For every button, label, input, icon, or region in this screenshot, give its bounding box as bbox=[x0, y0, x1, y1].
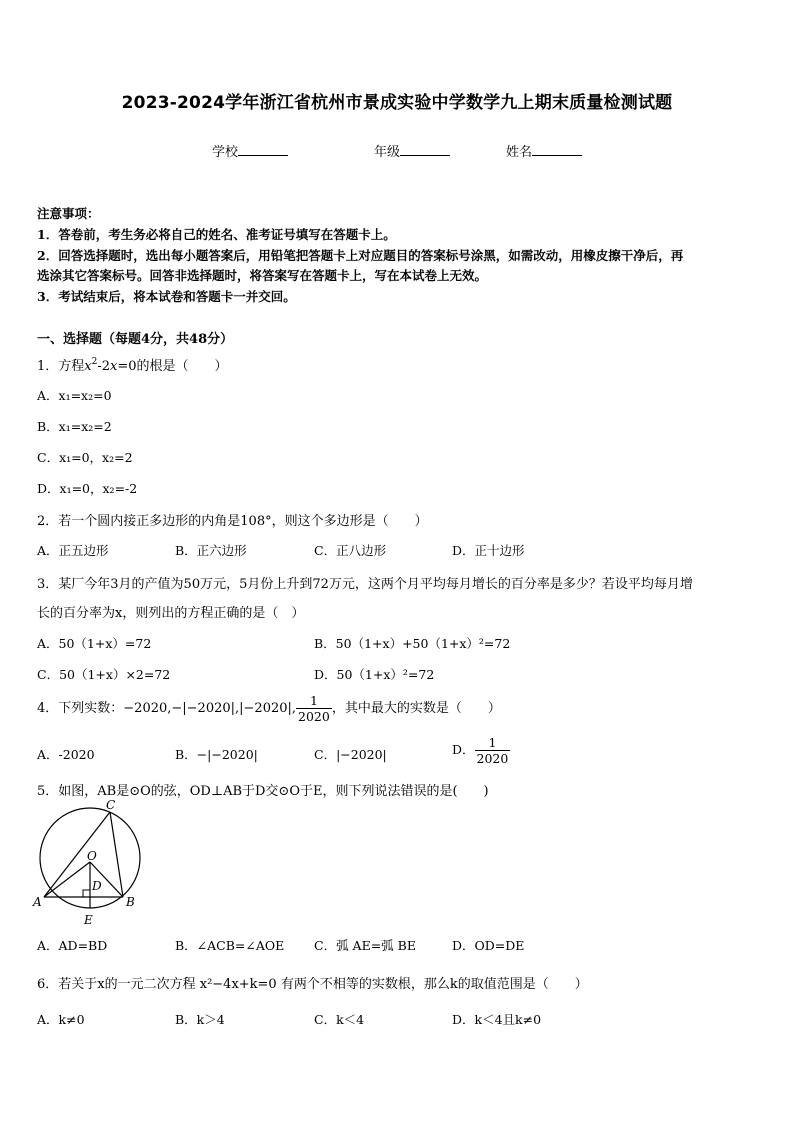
q4-option-d bbox=[452, 735, 510, 766]
label-a: A bbox=[33, 895, 42, 909]
q1-minus: -2 bbox=[97, 359, 111, 374]
grade-field bbox=[374, 141, 450, 160]
q1-stem bbox=[37, 355, 228, 374]
q5-option-c: C．弧 AE=弧 BE bbox=[314, 938, 416, 953]
name-blank bbox=[532, 143, 582, 156]
notes-heading: 注意事项： bbox=[37, 206, 100, 221]
q4-list: −2020,−|−2020|,|−2020|, bbox=[123, 701, 297, 716]
q2-option-d: D．正十边形 bbox=[452, 543, 525, 558]
circle-figure bbox=[30, 798, 150, 933]
q4-d-fraction bbox=[475, 735, 511, 766]
q3-option-a: A．50（1+x）=72 bbox=[37, 636, 152, 651]
q3-option-d: D．50（1+x）²=72 bbox=[314, 667, 435, 682]
q3-option-b: B．50（1+x）+50（1+x）²=72 bbox=[314, 636, 511, 651]
q1-post: =0的根是（ ） bbox=[117, 359, 228, 374]
q3-option-c: C．50（1+x）×2=72 bbox=[37, 667, 171, 682]
q4-d-den: 2020 bbox=[476, 751, 509, 766]
q6-option-c: C．k＜4 bbox=[314, 1012, 365, 1027]
q4-post: ，其中最大的实数是（ ） bbox=[331, 701, 501, 716]
note-1: 1．答卷前，考生务必将自己的姓名、准考证号填写在答题卡上。 bbox=[37, 227, 396, 242]
q4-stem bbox=[37, 693, 501, 724]
q4-option-b: B．−|−2020| bbox=[175, 747, 258, 762]
school-blank bbox=[238, 143, 288, 156]
section-heading: 一、选择题（每题4分，共48分） bbox=[37, 332, 234, 347]
q4-frac-den: 2020 bbox=[298, 709, 330, 724]
school-field bbox=[212, 141, 288, 160]
name-field bbox=[506, 141, 582, 160]
q1-option-c: C．x₁=0，x₂=2 bbox=[37, 450, 133, 465]
q4-d-num: 1 bbox=[475, 735, 511, 751]
label-o: O bbox=[87, 849, 97, 863]
q1-option-b: B．x₁=x₂=2 bbox=[37, 419, 112, 434]
note-3: 3．考试结束后，将本试卷和答题卡一并交回。 bbox=[37, 289, 296, 304]
q4-option-c: C．|−2020| bbox=[314, 747, 387, 762]
q2-option-a: A．正五边形 bbox=[37, 543, 109, 558]
q2-option-b: B．正六边形 bbox=[175, 543, 247, 558]
q6-option-d: D．k＜4且k≠0 bbox=[452, 1012, 542, 1027]
page-title: 2023-2024学年浙江省杭州市景成实验中学数学九上期末质量检测试题 bbox=[121, 93, 673, 113]
q2-option-c: C．正八边形 bbox=[314, 543, 387, 558]
q1-pre: 1．方程 bbox=[37, 359, 85, 374]
q4-frac-num: 1 bbox=[296, 693, 332, 709]
grade-blank bbox=[400, 143, 450, 156]
label-c: C bbox=[106, 798, 116, 812]
q1-exp: 2 bbox=[91, 357, 98, 367]
q3-stem-1: 3．某厂今年3月的产值为50万元，5月份上升到72万元，这两个月平均每月增长的百分率是多少？若设平均每月增 bbox=[37, 577, 693, 592]
q3-stem-2: 长的百分率为x，则列出的方程正确的是（ ） bbox=[37, 606, 305, 621]
q4-option-a: A．-2020 bbox=[37, 747, 95, 762]
label-d: D bbox=[92, 879, 102, 893]
q6-option-a: A．k≠0 bbox=[37, 1012, 85, 1027]
q4-fraction bbox=[296, 693, 332, 724]
name-label: 姓名 bbox=[506, 145, 533, 160]
q1-option-d: D．x₁=0，x₂=-2 bbox=[37, 481, 138, 496]
right-angle-mark bbox=[83, 890, 90, 897]
q5-option-d: D．OD=DE bbox=[452, 938, 525, 953]
label-e: E bbox=[84, 913, 93, 927]
q5-option-b: B．∠ACB=∠AOE bbox=[175, 938, 285, 953]
q1-var-x: x bbox=[84, 359, 92, 374]
q1-option-a: A．x₁=x₂=0 bbox=[37, 388, 112, 403]
note-2a: 2．回答选择题时，选出每小题答案后，用铅笔把答题卡上对应题目的答案标号涂黑，如需改动，用橡皮擦干净后，再 bbox=[37, 248, 684, 263]
school-label: 学校 bbox=[212, 145, 239, 160]
q6-stem: 6．若关于x的一元二次方程 x²−4x+k=0 有两个不相等的实数根，那么k的取值范围是（ ） bbox=[37, 977, 588, 992]
label-b: B bbox=[126, 895, 135, 909]
segment-bc bbox=[110, 812, 123, 897]
q5-option-a: A．AD=BD bbox=[37, 938, 108, 953]
q6-option-b: B．k＞4 bbox=[175, 1012, 225, 1027]
q5-stem: 5．如图，AB是⊙O的弦，OD⊥AB于D交⊙O于E，则下列说法错误的是( ) bbox=[37, 784, 489, 799]
q4-pre: 4．下列实数： bbox=[37, 701, 124, 716]
note-2b: 选涂其它答案标号。回答非选择题时，将答案写在答题卡上，写在本试卷上无效。 bbox=[37, 268, 488, 283]
q2-stem: 2．若一个圆内接正多边形的内角是108°，则这个多边形是（ ） bbox=[37, 514, 428, 529]
grade-label: 年级 bbox=[374, 145, 401, 160]
q1-var-x2: x bbox=[110, 359, 118, 374]
q4-d-pre: D． bbox=[452, 742, 475, 757]
